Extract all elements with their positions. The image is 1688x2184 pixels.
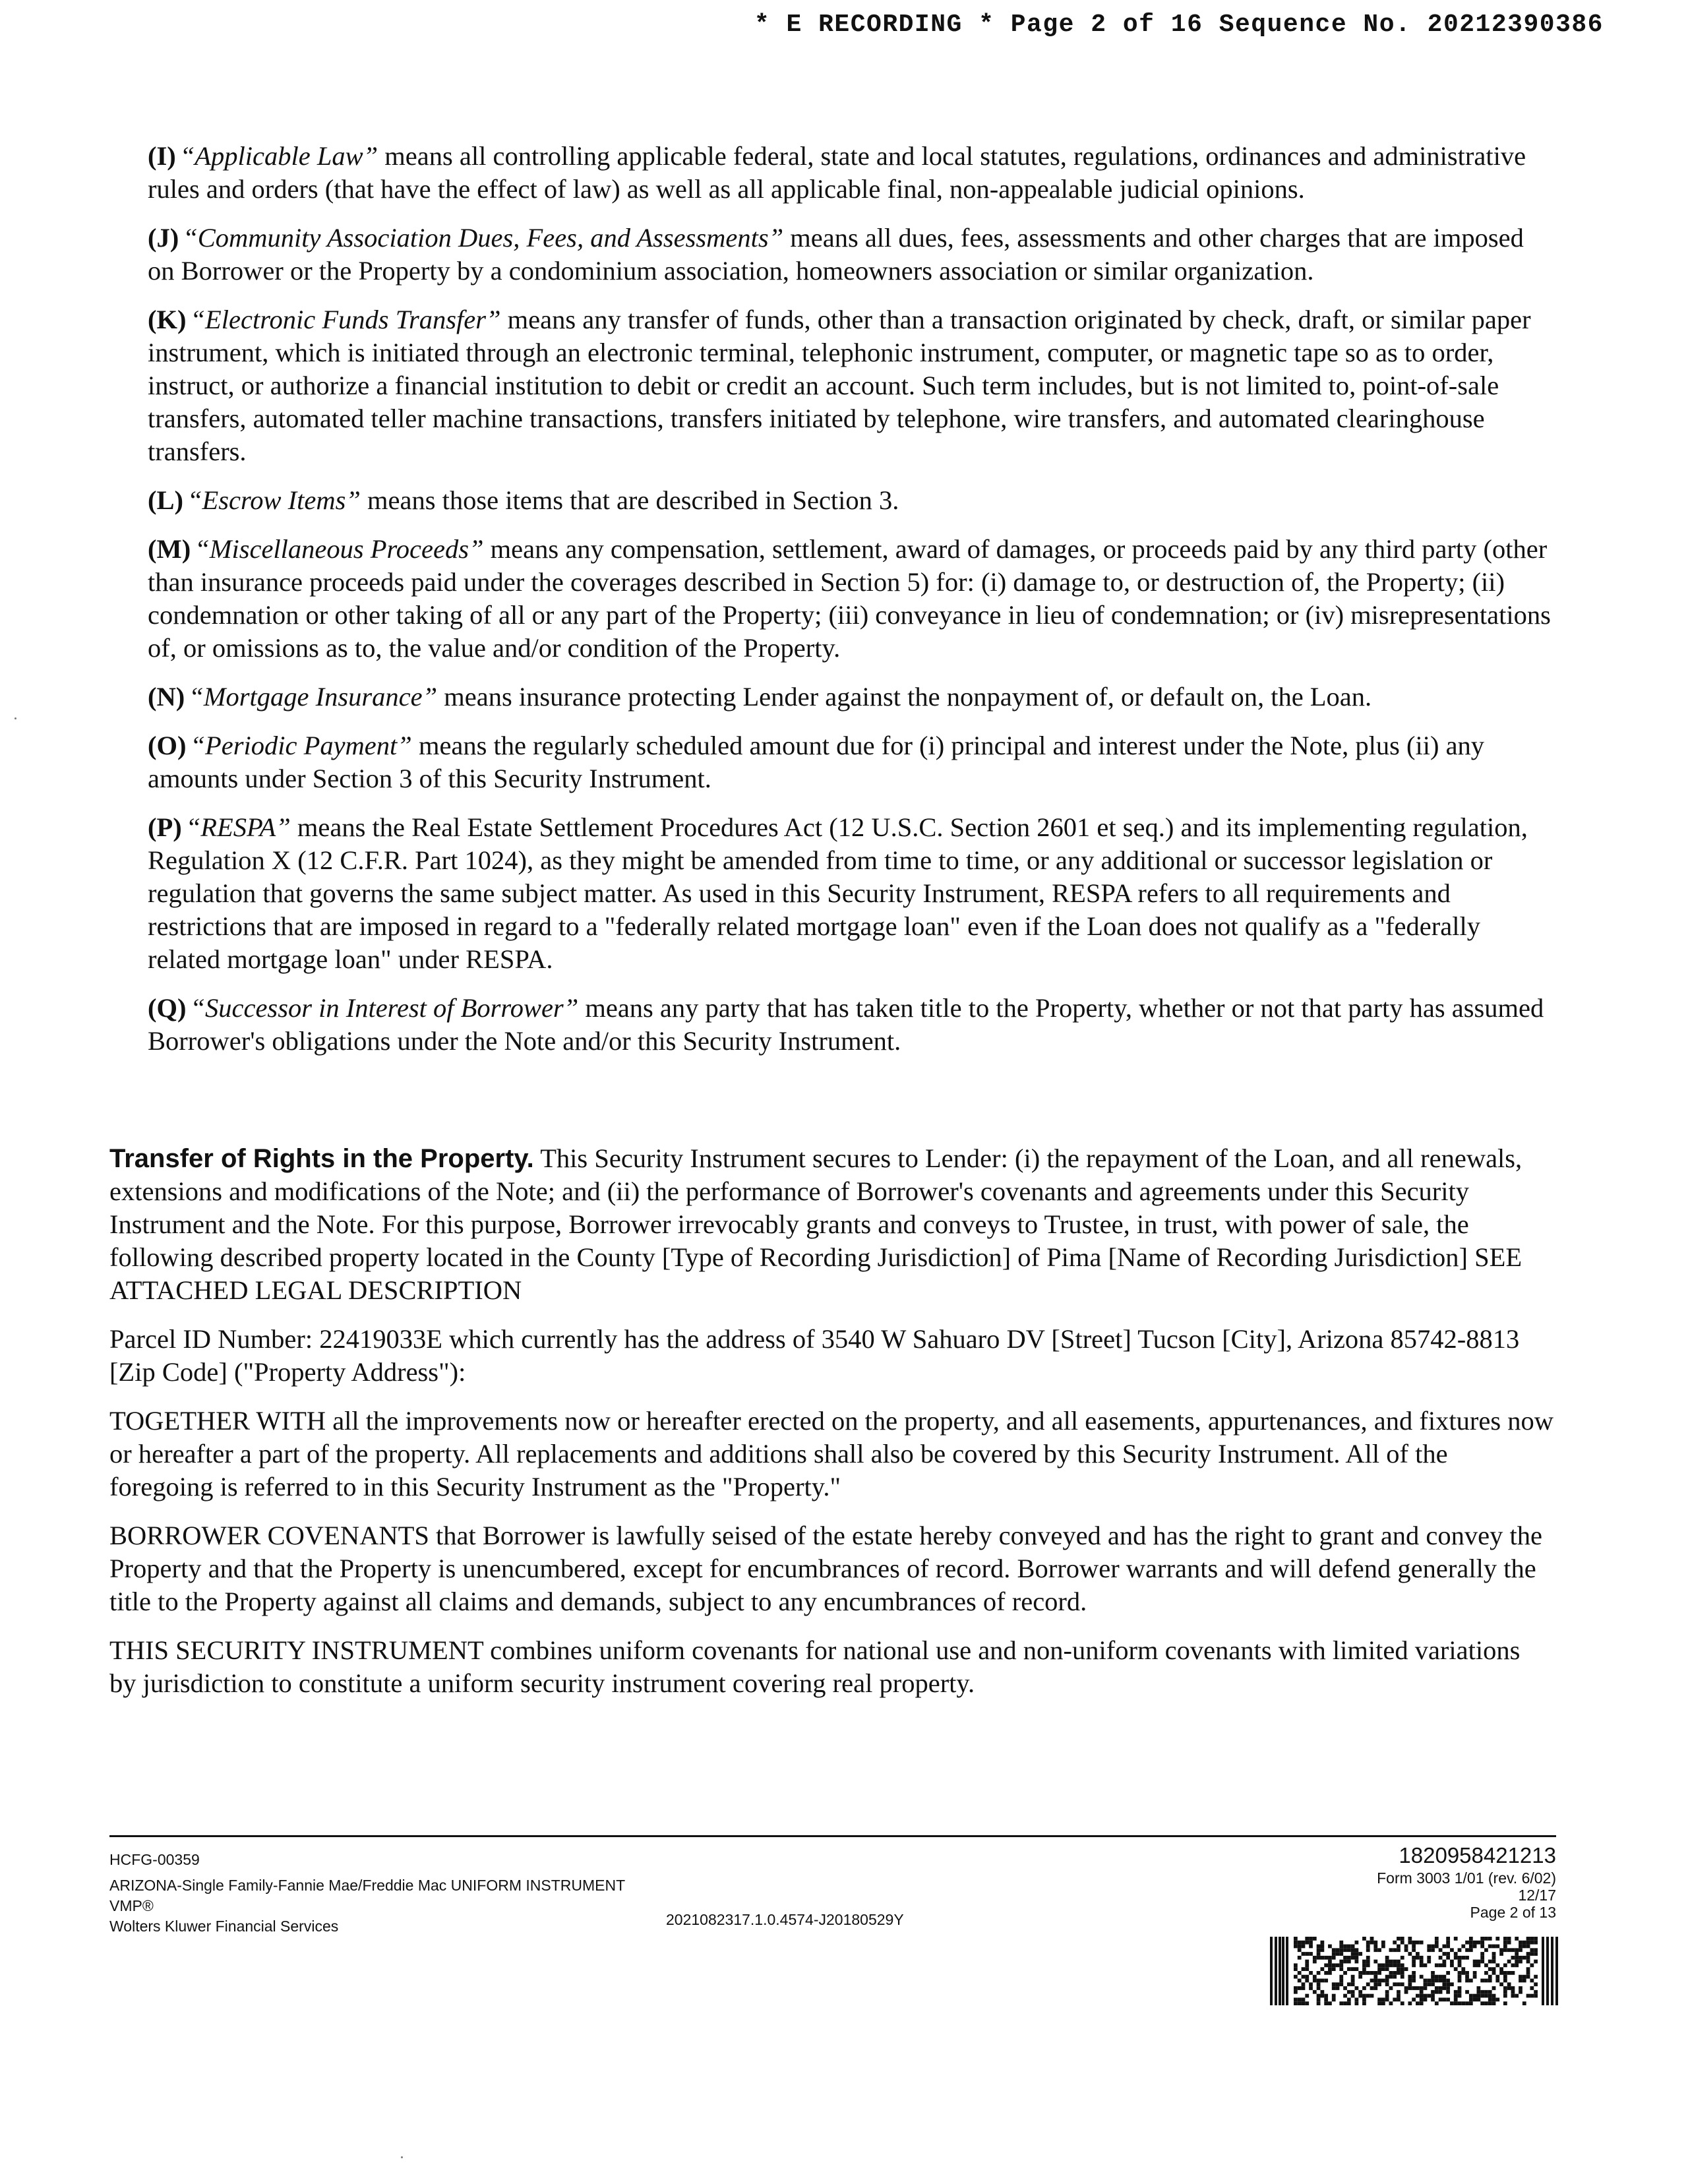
transfer-paragraph [109, 1142, 1553, 1307]
definition-text: means the regularly scheduled amount due for (i) principal and interest under the Note, plus (ii) any amounts under Section 3 of this Security Instrument. [148, 731, 1485, 793]
barcode-image [1270, 1937, 1561, 2005]
parcel-paragraph: Parcel ID Number: 22419033E which currently has the address of 3540 W Sahuaro DV [Street] Tucson [City], Arizona 85742-8813 [Zip Code] ("Property Address"): [109, 1324, 1520, 1387]
page-number: Page 2 of 13 [1470, 1904, 1556, 1921]
definition-term: “Electronic Funds Transfer” [190, 305, 501, 334]
definition-label: (J) [148, 223, 179, 253]
definition-term: “Applicable Law” [179, 141, 378, 171]
loan-number: 1820958421213 [1399, 1843, 1556, 1867]
definition-text: means any transfer of funds, other than a transaction originated by check, draft, or similar paper instrument, which is initiated through an electronic terminal, telephonic instrument, computer, or magnetic tape so as to order, instruct, or authorize a financial institution to debit or credit an account. Such term includes, but is not limited to, point-of-sale transfers, automated teller machine transactions, transfers initiated by telephone, wire transfers, and automated clearinghouse transfers. [148, 305, 1531, 466]
scan-speck [401, 2156, 403, 2158]
footer-doc-id: 2021082317.1.0.4574-J20180529Y [666, 1911, 904, 1928]
definition-label: (M) [148, 534, 191, 564]
footer-left [109, 1850, 625, 1937]
form-revision: 12/17 [1518, 1887, 1556, 1904]
definition-text: means all controlling applicable federal, state and local statutes, regulations, ordinances and administrative rules and orders (that have the effect of law) as well as all applicable final, non-appealable judicial opinions. [148, 141, 1526, 204]
borrower-covenants-paragraph: BORROWER COVENANTS that Borrower is lawfully seised of the estate hereby conveyed and has the right to grant and convey the Property and that the Property is unencumbered, except for encumbrances of record. Borrower warrants and will defend generally the title to the Property against all claims and demands, subject to any encumbrances of record. [109, 1521, 1542, 1616]
footer-right [1377, 1842, 1556, 1921]
definition-item [148, 303, 1551, 468]
footer-code: HCFG-00359 [109, 1851, 200, 1868]
definition-term: “Mortgage Insurance” [189, 682, 438, 712]
definition-label: (I) [148, 141, 176, 171]
definition-label: (O) [148, 731, 187, 760]
footer-publisher: Wolters Kluwer Financial Services [109, 1918, 339, 1935]
footer-form-title: ARIZONA-Single Family-Fannie Mae/Freddie Mac UNIFORM INSTRUMENT [109, 1877, 626, 1894]
definition-label: (P) [148, 812, 182, 842]
transfer-heading: Transfer of Rights in the Property. [109, 1144, 534, 1173]
definition-item [148, 729, 1551, 795]
definition-label: (N) [148, 682, 185, 712]
definition-item [148, 681, 1551, 713]
definition-text: means insurance protecting Lender against the nonpayment of, or default on, the Loan. [437, 682, 1372, 712]
definitions-list [148, 140, 1551, 1074]
definition-term: “RESPA” [185, 812, 291, 842]
footer-divider [109, 1835, 1556, 1837]
definition-term: “Periodic Payment” [190, 731, 412, 760]
definition-item [148, 533, 1551, 665]
security-instrument-paragraph: THIS SECURITY INSTRUMENT combines uniform covenants for national use and non-uniform covenants with limited variations by jurisdiction to constitute a uniform security instrument covering real property. [109, 1635, 1521, 1698]
definition-term: “Successor in Interest of Borrower” [190, 993, 579, 1023]
transfer-text: This Security Instrument secures to Lender: (i) the repayment of the Loan, and all renewals, extensions and modifications of the Note; and (ii) the performance of Borrower's covenants and agreements under this Security Instrument and the Note. For this purpose, Borrower irrevocably grants and conveys to Trustee, in trust, with power of sale, the following described property located in the County [Type of Recording Jurisdiction] of Pima [Name of Recording Jurisdiction] SEE ATTACHED LEGAL DESCRIPTION [109, 1143, 1522, 1305]
main-body [109, 1142, 1553, 1716]
definition-item [148, 222, 1551, 288]
definition-label: (L) [148, 485, 183, 515]
definition-text: means all dues, fees, assessments and other charges that are imposed on Borrower or the Property by a condominium association, homeowners association or similar organization. [148, 223, 1524, 286]
form-number: Form 3003 1/01 (rev. 6/02) [1377, 1869, 1556, 1887]
together-with-paragraph: TOGETHER WITH all the improvements now or hereafter erected on the property, and all easements, appurtenances, and fixtures now or hereafter a part of the property. All replacements and additions shall also be covered by this Security Instrument. All of the foregoing is referred to in this Security Instrument as the "Property." [109, 1406, 1553, 1502]
definition-text: means the Real Estate Settlement Procedures Act (12 U.S.C. Section 2601 et seq.) and its implementing regulation, Regulation X (12 C.F.R. Part 1024), as they might be amended from time to time, or any additional or successor legislation or regulation that governs the same subject matter. As used in this Security Instrument, RESPA refers to all requirements and restrictions that are imposed in regard to a "federally related mortgage loan" even if the Loan does not qualify as a "federally related mortgage loan" under RESPA. [148, 812, 1528, 974]
definition-item [148, 811, 1551, 976]
footer-vmp: VMP® [109, 1897, 154, 1914]
definition-label: (K) [148, 305, 187, 334]
definition-text: means any compensation, settlement, award of damages, or proceeds paid by any third party (other than insurance proceeds paid under the coverages described in Section 5) for: (i) damage to, or destruction of, the Property; (ii) condemnation or other taking of all or any part of the Property; (iii) conveyance in lieu of condemnation; or (iv) misrepresentations of, or omissions as to, the value and/or condition of the Property. [148, 534, 1551, 663]
definition-item [148, 140, 1551, 206]
definition-label: (Q) [148, 993, 187, 1023]
definition-text: means any party that has taken title to the Property, whether or not that party has assumed Borrower's obligations under the Note and/or this Security Instrument. [148, 993, 1544, 1056]
definition-item [148, 992, 1551, 1058]
definition-term: “Escrow Items” [187, 485, 361, 515]
definition-item [148, 484, 1551, 517]
definition-term: “Miscellaneous Proceeds” [195, 534, 484, 564]
scan-speck [15, 717, 16, 719]
recording-header: * E RECORDING * Page 2 of 16 Sequence No. 20212390386 [754, 11, 1604, 39]
definition-text: means those items that are described in Section 3. [360, 485, 899, 515]
definition-term: “Community Association Dues, Fees, and Assessments” [183, 223, 784, 253]
